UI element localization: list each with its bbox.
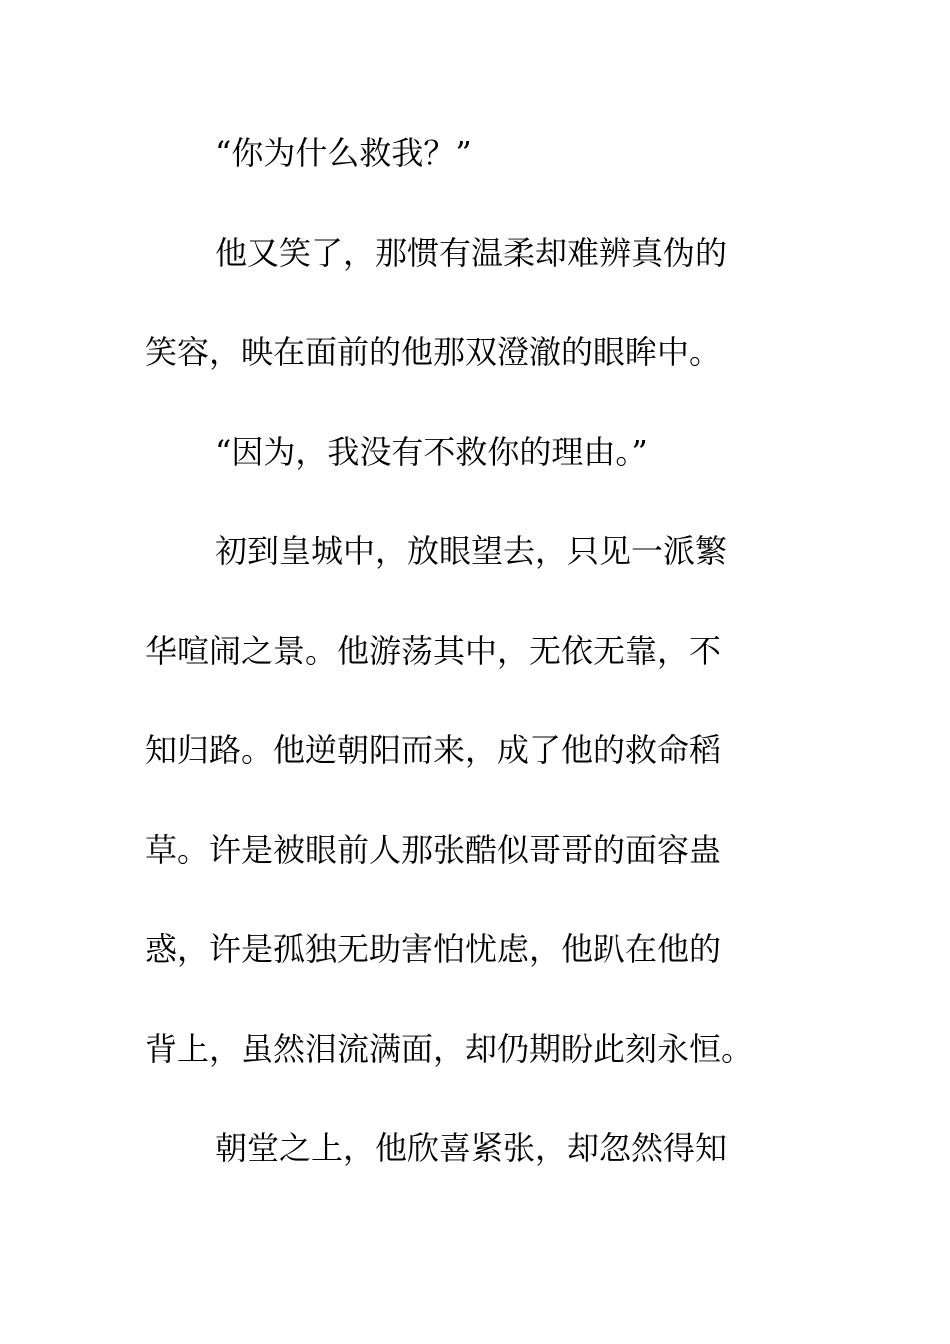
paragraph-line: 朝堂之上，他欣喜紧张，却忽然得知: [215, 1129, 728, 1167]
paragraph-line: “你为什么救我？”: [215, 134, 472, 172]
paragraph-line: 草。许是被眼前人那张酷似哥哥的面容蛊: [145, 831, 722, 869]
paragraph-line: 初到皇城中，放眼望去，只见一派繁: [215, 532, 728, 570]
paragraph-line: 惑，许是孤独无助害怕忧虑，他趴在他的: [145, 930, 722, 968]
paragraph-line: “因为，我没有不救你的理由。”: [215, 433, 648, 471]
paragraph-line: 他又笑了，那惯有温柔却难辨真伪的: [215, 234, 728, 272]
paragraph-line: 华喧闹之景。他游荡其中，无依无靠，不: [145, 632, 722, 670]
paragraph-line: 知归路。他逆朝阳而来，成了他的救命稻: [145, 731, 722, 769]
paragraph-line: 背上，虽然泪流满面，却仍期盼此刻永恒。: [145, 1030, 754, 1068]
paragraph-line: 笑容，映在面前的他那双澄澈的眼眸中。: [145, 333, 722, 371]
